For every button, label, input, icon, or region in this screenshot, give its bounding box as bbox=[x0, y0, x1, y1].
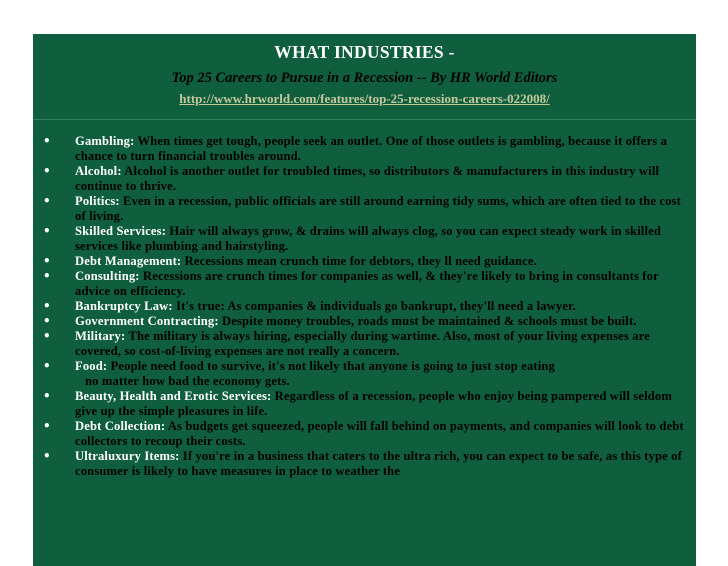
item-description: When times get tough, people seek an outlet. One of those outlets is gambling, because it offers a chance to turn financial troubles around. bbox=[75, 134, 668, 163]
list-item bbox=[75, 449, 687, 479]
item-description: Even in a recession, public officials are still around earning tidy sums, which are often tied to the cost of living. bbox=[75, 194, 681, 223]
slide-header bbox=[33, 34, 696, 118]
item-term: Alcohol: bbox=[75, 164, 122, 178]
list-item bbox=[75, 164, 687, 194]
item-description: Despite money troubles, roads must be maintained & schools must be built. bbox=[222, 314, 637, 328]
item-description: The military is always hiring, especially during wartime. Also, most of your living expenses are covered, so cost-of-living expenses are not really a concern. bbox=[75, 329, 650, 358]
item-term: Politics: bbox=[75, 194, 120, 208]
source-link[interactable]: http://www.hrworld.com/features/top-25-recession-careers-022008/ bbox=[179, 91, 550, 106]
slide-title: WHAT INDUSTRIES - bbox=[274, 42, 455, 62]
slide bbox=[33, 34, 696, 566]
industry-list bbox=[75, 134, 687, 479]
item-description: It's true: As companies & individuals go bankrupt, they'll need a lawyer. bbox=[176, 299, 576, 313]
item-term: Debt Collection: bbox=[75, 419, 166, 433]
list-item bbox=[75, 419, 687, 449]
list-item bbox=[75, 314, 687, 329]
item-description: If you're in a business that caters to the ultra rich, you can expect to be safe, as this type of consumer is likely to have measures in place to weather the bbox=[75, 449, 682, 478]
list-item bbox=[75, 359, 687, 389]
item-description: Recessions are crunch times for companies as well, & they're likely to bring in consultants for advice on efficiency. bbox=[75, 269, 659, 298]
item-term: Government Contracting: bbox=[75, 314, 219, 328]
item-description: Recessions mean crunch time for debtors, they ll need guidance. bbox=[184, 254, 537, 268]
item-term: Consulting: bbox=[75, 269, 140, 283]
item-description: As budgets get squeezed, people will fall behind on payments, and companies will look to debt collectors to recoup their costs. bbox=[75, 419, 684, 448]
item-description: People need food to survive, it's not likely that anyone is going to just stop eating bbox=[110, 359, 555, 373]
item-term: Ultraluxury Items: bbox=[75, 449, 180, 463]
item-term: Beauty, Health and Erotic Services: bbox=[75, 389, 272, 403]
item-term: Military: bbox=[75, 329, 126, 343]
item-term: Debt Management: bbox=[75, 254, 182, 268]
list-item bbox=[75, 224, 687, 254]
item-description: Regardless of a recession, people who enjoy being pampered will seldom give up the simple pleasures in life. bbox=[75, 389, 672, 418]
list-item bbox=[75, 194, 687, 224]
list-item bbox=[75, 254, 687, 269]
item-description: Alcohol is another outlet for troubled times, so distributors & manufacturers in this industry will continue to thrive. bbox=[75, 164, 660, 193]
list-item bbox=[75, 134, 687, 164]
item-term: Gambling: bbox=[75, 134, 135, 148]
item-description: Hair will always grow, & drains will always clog, so you can expect steady work in skilled services like plumbing and hairstyling. bbox=[75, 224, 661, 253]
item-term: Food: bbox=[75, 359, 108, 373]
header-divider bbox=[33, 119, 696, 120]
list-item bbox=[75, 269, 687, 299]
list-item bbox=[75, 299, 687, 314]
slide-subtitle: Top 25 Careers to Pursue in a Recession -- By HR World Editors bbox=[171, 70, 558, 86]
item-description-continued: no matter how bad the economy gets. bbox=[85, 374, 290, 388]
item-term: Bankruptcy Law: bbox=[75, 299, 173, 313]
list-item bbox=[75, 329, 687, 359]
list-item bbox=[75, 389, 687, 419]
item-term: Skilled Services: bbox=[75, 224, 167, 238]
